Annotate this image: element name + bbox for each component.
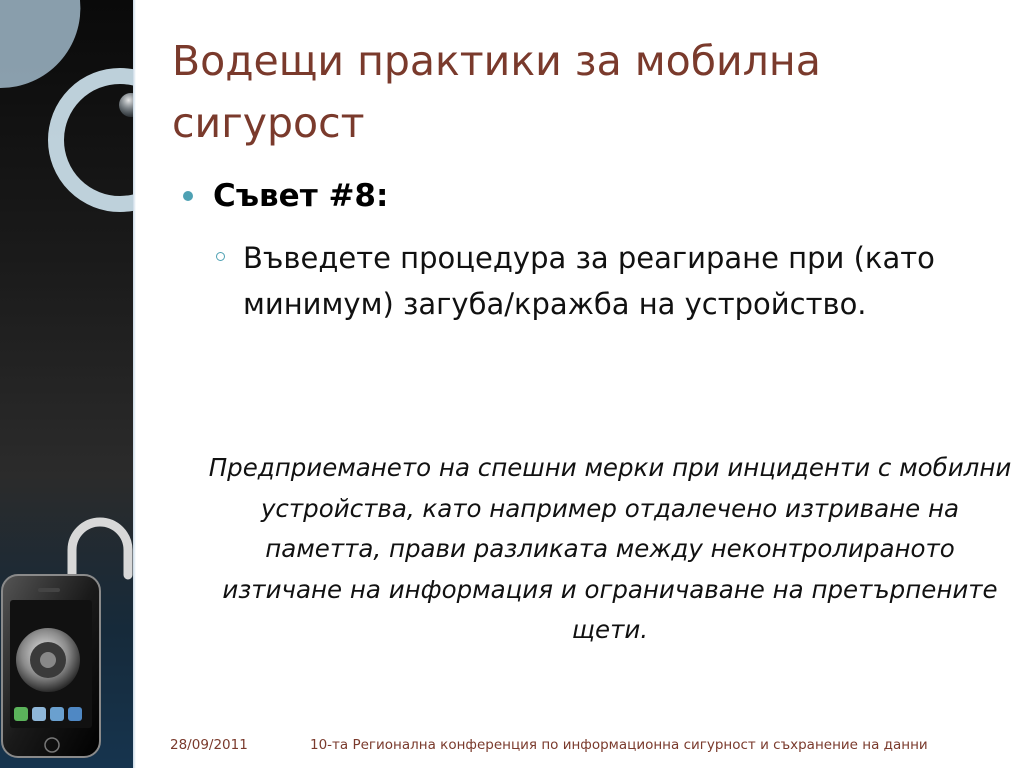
footer-date: 28/09/2011 xyxy=(170,737,248,753)
phone-lock-image xyxy=(2,575,100,757)
tip-heading: Съвет #8: xyxy=(213,178,389,214)
bubble-shape xyxy=(0,0,80,88)
decorative-sidebar xyxy=(0,0,133,768)
sidebar-artwork xyxy=(0,0,133,768)
bullet-ring-icon xyxy=(216,252,225,261)
bullet-dot-icon xyxy=(183,191,193,201)
slide-title: Водещи практики за мобилна сигурост xyxy=(172,37,821,147)
bullet-level-2 xyxy=(216,235,956,327)
quote-text: Предприемането на спешни мерки при инциденти с мобилни устройства, като например отдалечено изтриване на паметта, прави разликата между неконтролираното изтичане на информация и ограничаване на претърпените щети. xyxy=(208,453,1012,644)
bullet-level-1 xyxy=(183,178,963,214)
sidebar-divider xyxy=(133,0,136,768)
small-bubble xyxy=(119,93,133,117)
ring-shape xyxy=(56,76,133,204)
footer-conference: 10-та Регионална конференция по информационна сигурност и съхранение на данни xyxy=(310,737,928,753)
tip-body: Въведете процедура за реагиране при (като минимум) загуба/кражба на устройство. xyxy=(243,241,935,321)
